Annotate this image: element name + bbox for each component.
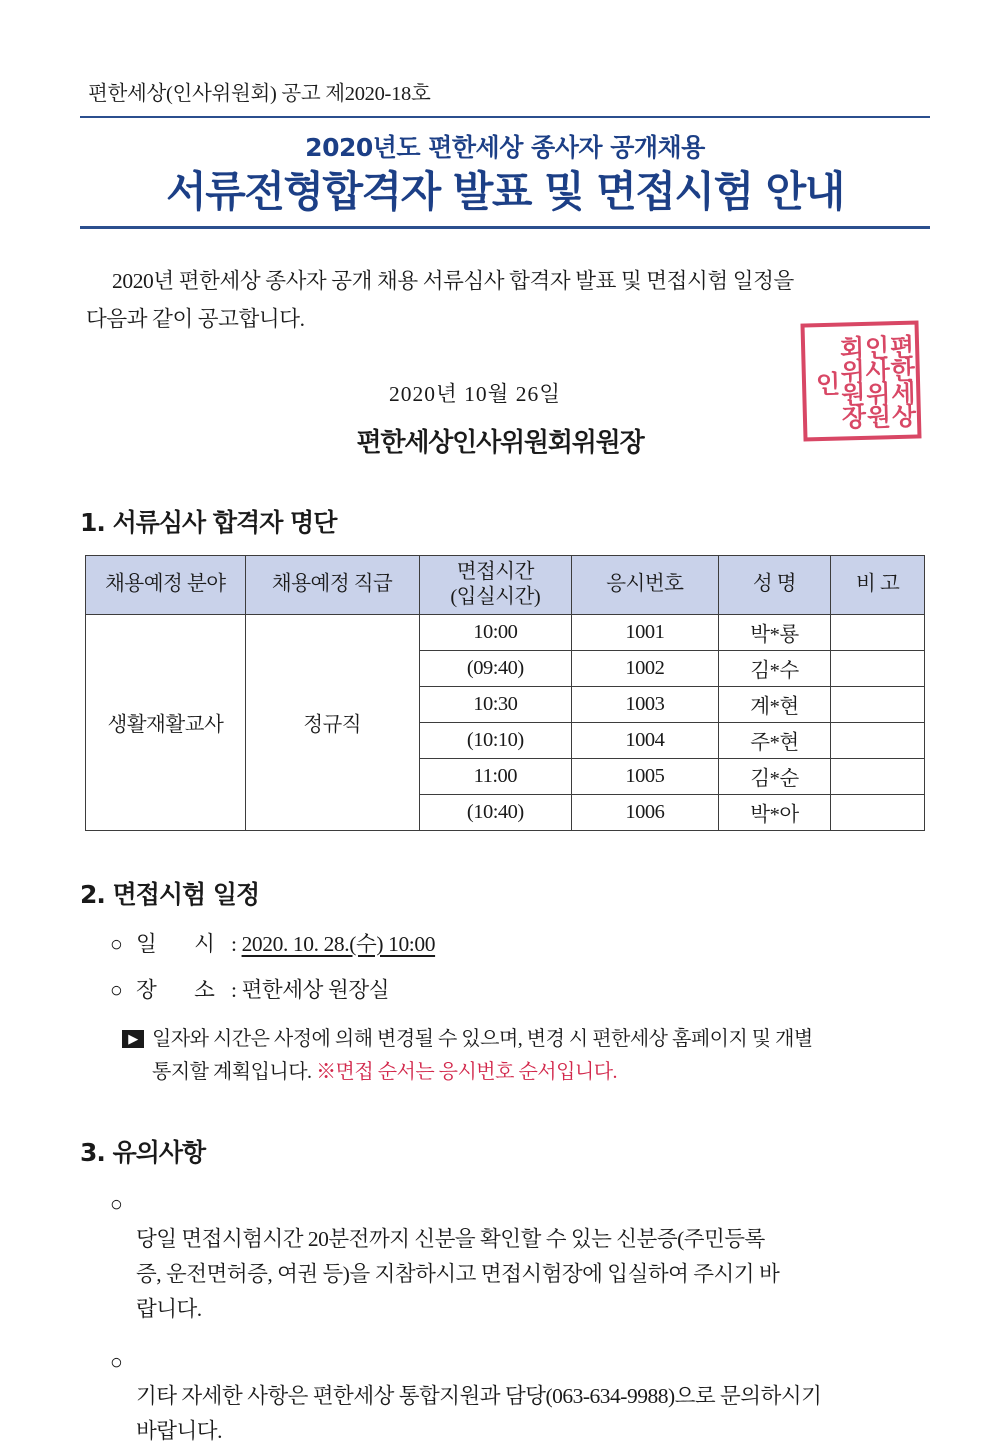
cell-no: 1003	[572, 686, 719, 722]
schedule-notice-line2-wrap	[152, 1056, 930, 1089]
notice-item-2	[110, 1345, 930, 1449]
cell-note	[831, 614, 925, 650]
schedule-item-place	[110, 973, 930, 1007]
schedule-notice	[122, 1023, 930, 1089]
section-3-heading: 3. 유의사항	[80, 1138, 206, 1168]
cell-note	[831, 650, 925, 686]
cell-name: 김*순	[718, 758, 831, 794]
cell-note	[831, 686, 925, 722]
cell-no: 1006	[572, 794, 719, 830]
cell-no: 1005	[572, 758, 719, 794]
cell-time: (09:40)	[419, 650, 571, 686]
arrow-right-icon: ▶	[122, 1030, 144, 1048]
cell-name: 김*수	[718, 650, 831, 686]
th-name: 성 명	[718, 555, 831, 614]
schedule-separator: :	[231, 977, 237, 1002]
cell-time: 10:30	[419, 686, 571, 722]
notice-item-1-line1: 당일 면접시험시간 20분전까지 신분을 확인할 수 있는 신분증(주민등록	[136, 1227, 765, 1252]
notice-item-1-line3: 랍니다.	[136, 1296, 202, 1321]
notice-item-1-line2: 증, 운전면허증, 여권 등)을 지참하시고 면접시험장에 입실하여 주시기 바	[136, 1261, 780, 1286]
cell-time: (10:40)	[419, 794, 571, 830]
intro-line-2: 다음과 같이 공고합니다.	[86, 306, 305, 331]
th-rank: 채용예정 직급	[245, 555, 419, 614]
notice-item-2-line1: 기타 자세한 사항은 편한세상 통합지원과 담당(063-634-9988)으로 문의하시기	[136, 1384, 822, 1409]
notice-item-2-line2: 바랍니다.	[136, 1419, 222, 1444]
cell-field: 생활재활교사	[86, 614, 246, 830]
cell-no: 1001	[572, 614, 719, 650]
cell-name: 계*현	[718, 686, 831, 722]
th-interview-time-line1: 면접시간	[456, 560, 534, 583]
bullet-circle-icon: ○	[110, 1192, 123, 1217]
intro-line-1: 2020년 편한세상 종사자 공개 채용 서류심사 합격자 발표 및 면접시험 일정을	[112, 269, 794, 294]
section-2-heading: 2. 면접시험 일정	[80, 879, 260, 909]
table-header-row	[86, 555, 925, 614]
header-rule-bottom	[80, 226, 930, 229]
cell-time: 11:00	[419, 758, 571, 794]
cell-name: 박*아	[718, 794, 831, 830]
cell-note	[831, 722, 925, 758]
official-seal-stamp: 편한세상인사위원회위원장인	[800, 320, 921, 441]
cell-name: 주*현	[718, 722, 831, 758]
cell-note	[831, 758, 925, 794]
issue-date: 2020년 10월 26일	[388, 381, 562, 406]
bullet-circle-icon: ○	[110, 931, 123, 956]
cell-name: 박*룡	[718, 614, 831, 650]
bullet-circle-icon: ○	[110, 1349, 123, 1374]
schedule-notice-red: ※면접 순서는 응시번호 순서입니다.	[316, 1061, 618, 1084]
notice-item-1	[110, 1187, 930, 1326]
schedule-notice-line1: 일자와 시간은 사정에 의해 변경될 수 있으며, 변경 시 편한세상 홈페이지 및 개별	[152, 1028, 813, 1051]
title-block	[80, 118, 930, 220]
schedule-notice-line2: 통지할 계획입니다.	[152, 1061, 312, 1084]
th-field: 채용예정 분야	[86, 555, 246, 614]
cell-no: 1002	[572, 650, 719, 686]
cell-time: (10:10)	[419, 722, 571, 758]
schedule-label-datetime: 일 시	[136, 931, 231, 956]
cell-time: 10:00	[419, 614, 571, 650]
cell-no: 1004	[572, 722, 719, 758]
schedule-value-datetime: 2020. 10. 28.(수) 10:00	[241, 931, 436, 956]
schedule-separator: :	[231, 931, 237, 956]
signer-name: 편한세상인사위원회위원장	[356, 427, 644, 458]
passers-table	[85, 555, 925, 831]
cell-rank: 정규직	[245, 614, 419, 830]
title-main: 서류전형합격자 발표 및 면접시험 안내	[166, 167, 844, 216]
table-row	[86, 614, 925, 650]
document-number: 편한세상(인사위원회) 공고 제2020-18호	[88, 83, 431, 105]
th-interview-time-line2: (입실시간)	[450, 585, 541, 608]
intro-paragraph	[86, 263, 924, 338]
th-note: 비 고	[831, 555, 925, 614]
cell-note	[831, 794, 925, 830]
bullet-circle-icon: ○	[110, 977, 123, 1002]
schedule-value-place: 편한세상 원장실	[241, 977, 390, 1002]
title-subtitle: 2020년도 편한세상 종사자 공개채용	[305, 133, 705, 162]
th-applicant-no: 응시번호	[572, 555, 719, 614]
th-interview-time	[419, 555, 571, 614]
section-1-heading: 1. 서류심사 합격자 명단	[80, 507, 337, 537]
schedule-item-datetime	[110, 927, 930, 961]
schedule-label-place: 장 소	[136, 977, 231, 1002]
